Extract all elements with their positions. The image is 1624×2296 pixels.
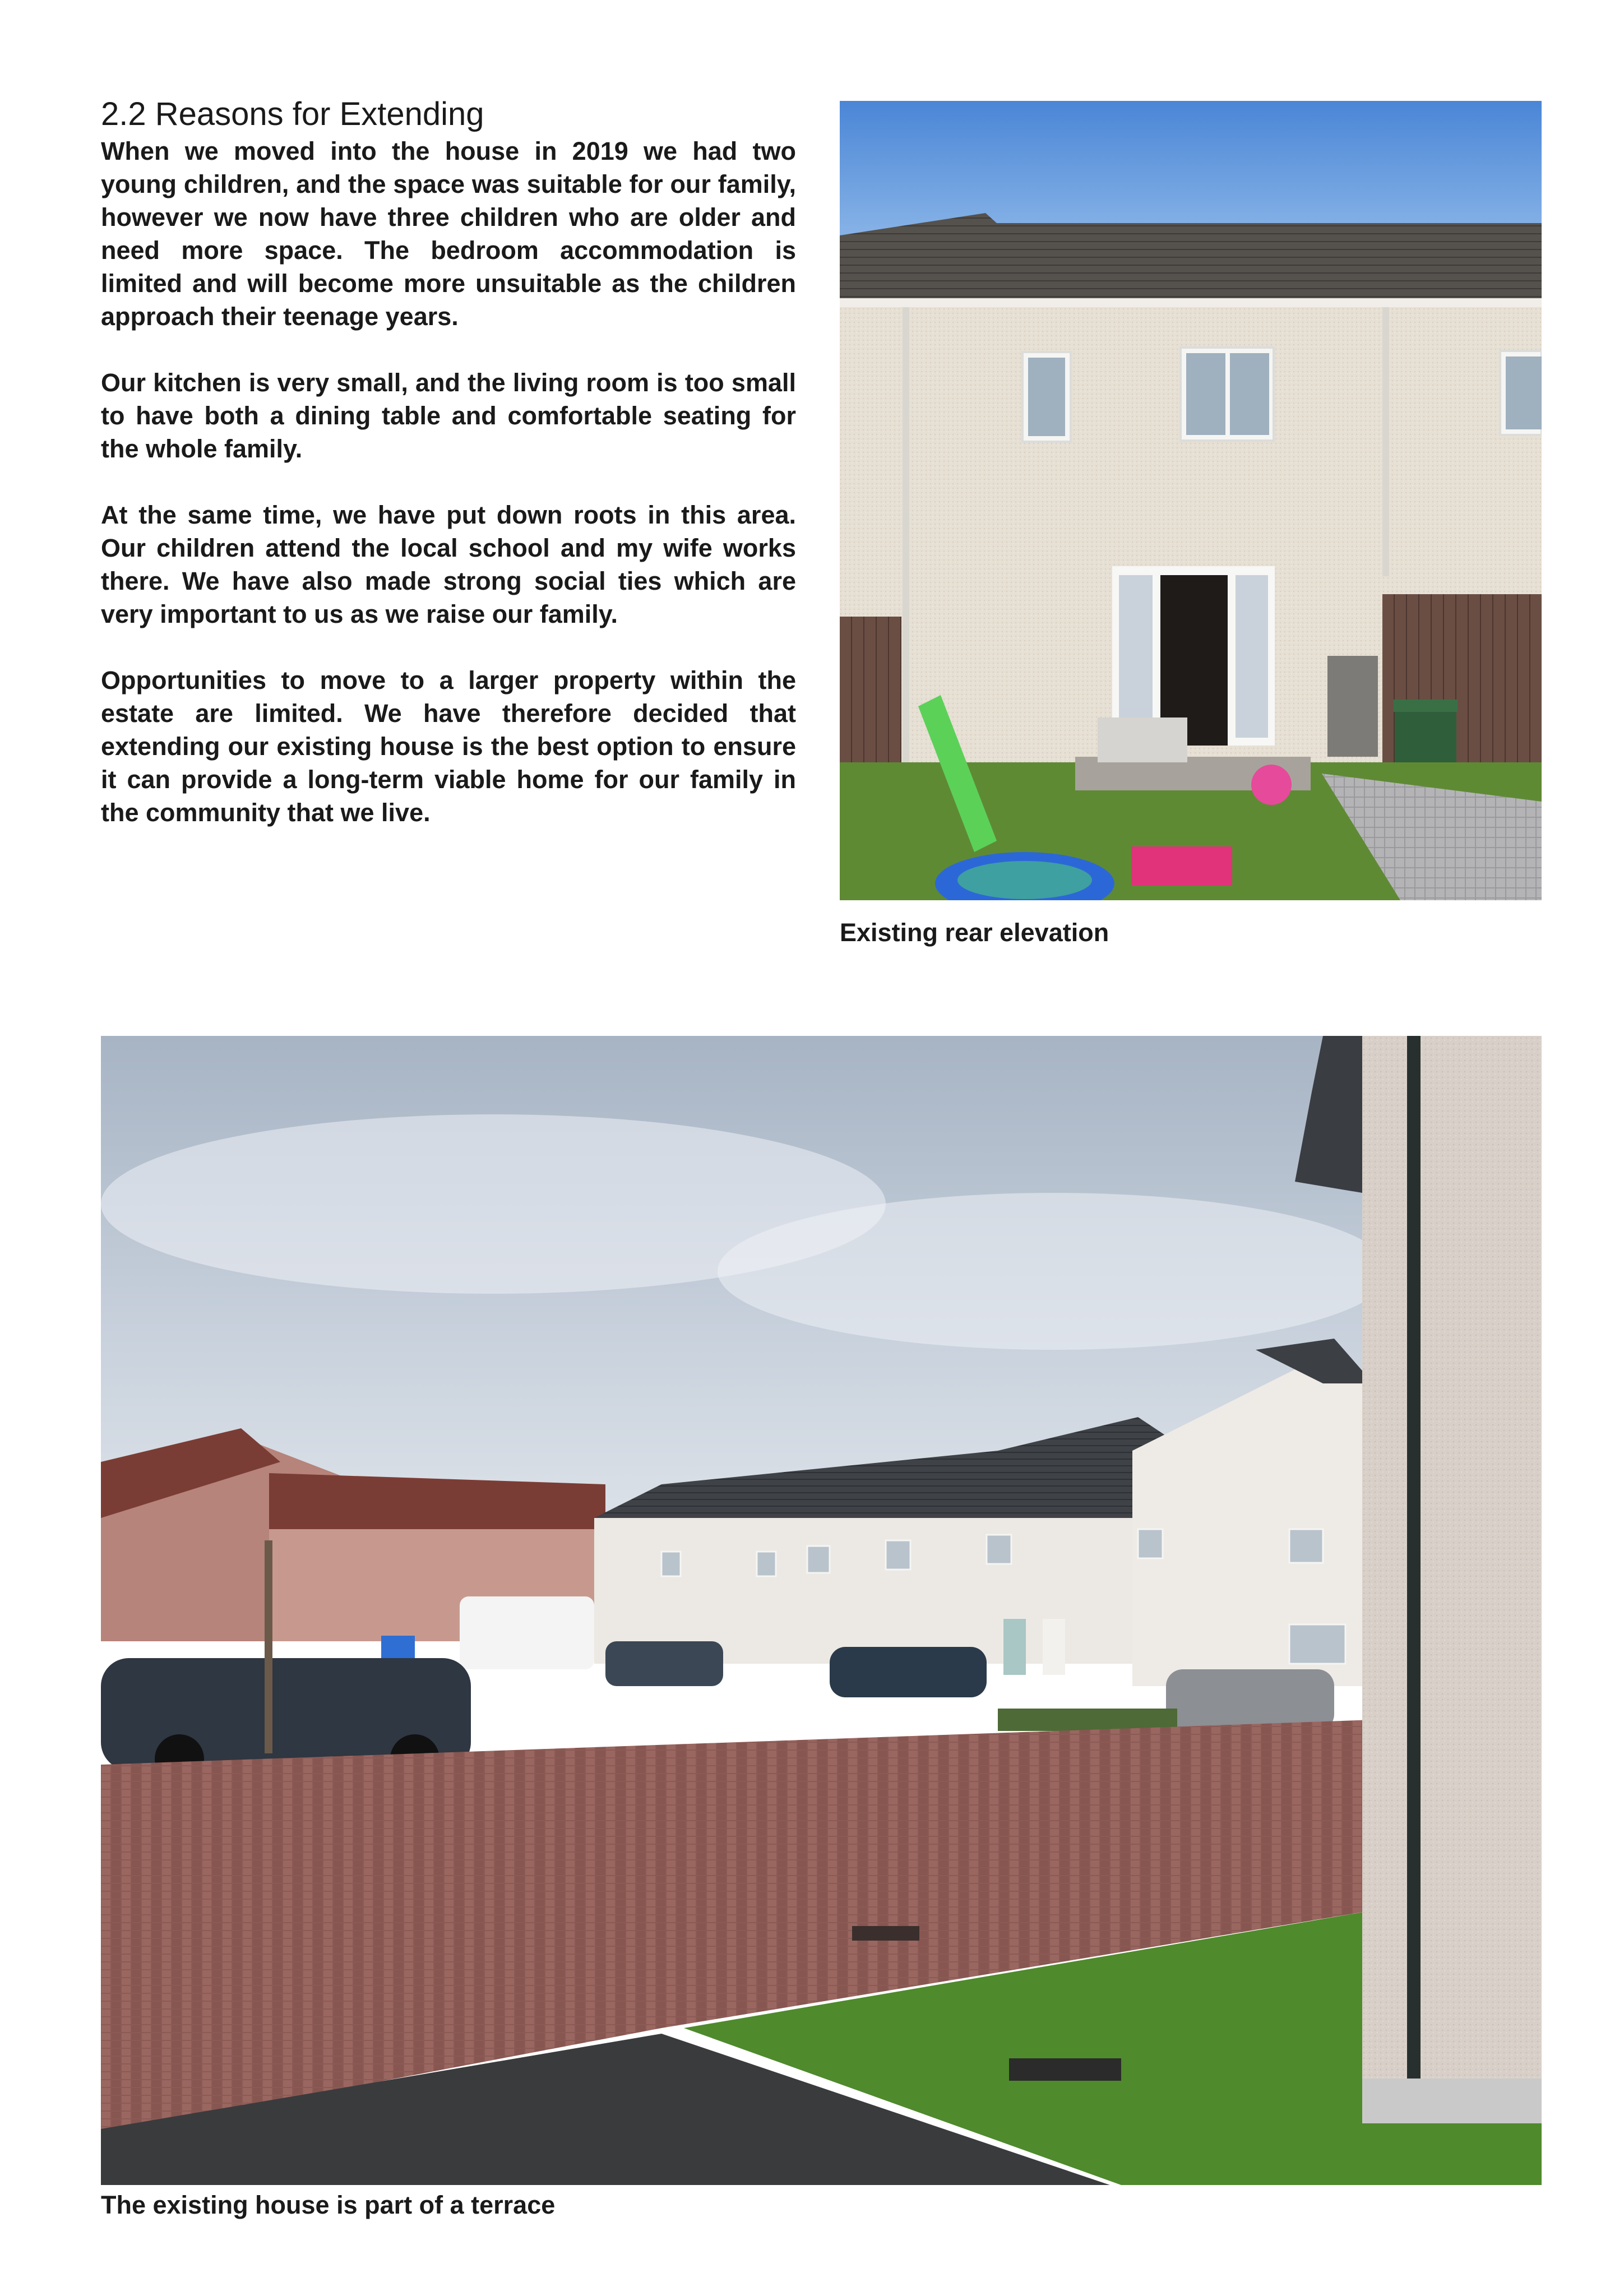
terrace-photo — [101, 1036, 1542, 2185]
section-heading: 2.2 Reasons for Extending — [101, 96, 484, 132]
paragraph-2: Our kitchen is very small, and the living room is too small to have both a dining table and comfortable seating for the whole family. — [101, 368, 796, 463]
rear-elevation-caption: Existing rear elevation — [840, 918, 1109, 947]
rear-elevation-photo — [840, 101, 1542, 900]
body-text — [101, 135, 796, 862]
terrace-caption: The existing house is part of a terrace — [101, 2191, 556, 2219]
paragraph-4: Opportunities to move to a larger property within the estate are limited. We have therefore decided that extending our existing house is the best option to ensure it can provide a long-term viable home for our family in the community that we live. — [101, 666, 796, 827]
paragraph-1: When we moved into the house in 2019 we had two young children, and the space was suitable for our family, however we now have three children who are older and need more space. The bedroom accommodation is limited and will become more unsuitable as the children approach their teenage years. — [101, 137, 796, 331]
paragraph-3: At the same time, we have put down roots in this area. Our children attend the local school and my wife works there. We have also made strong social ties which are very important to us as we raise our family. — [101, 501, 796, 628]
